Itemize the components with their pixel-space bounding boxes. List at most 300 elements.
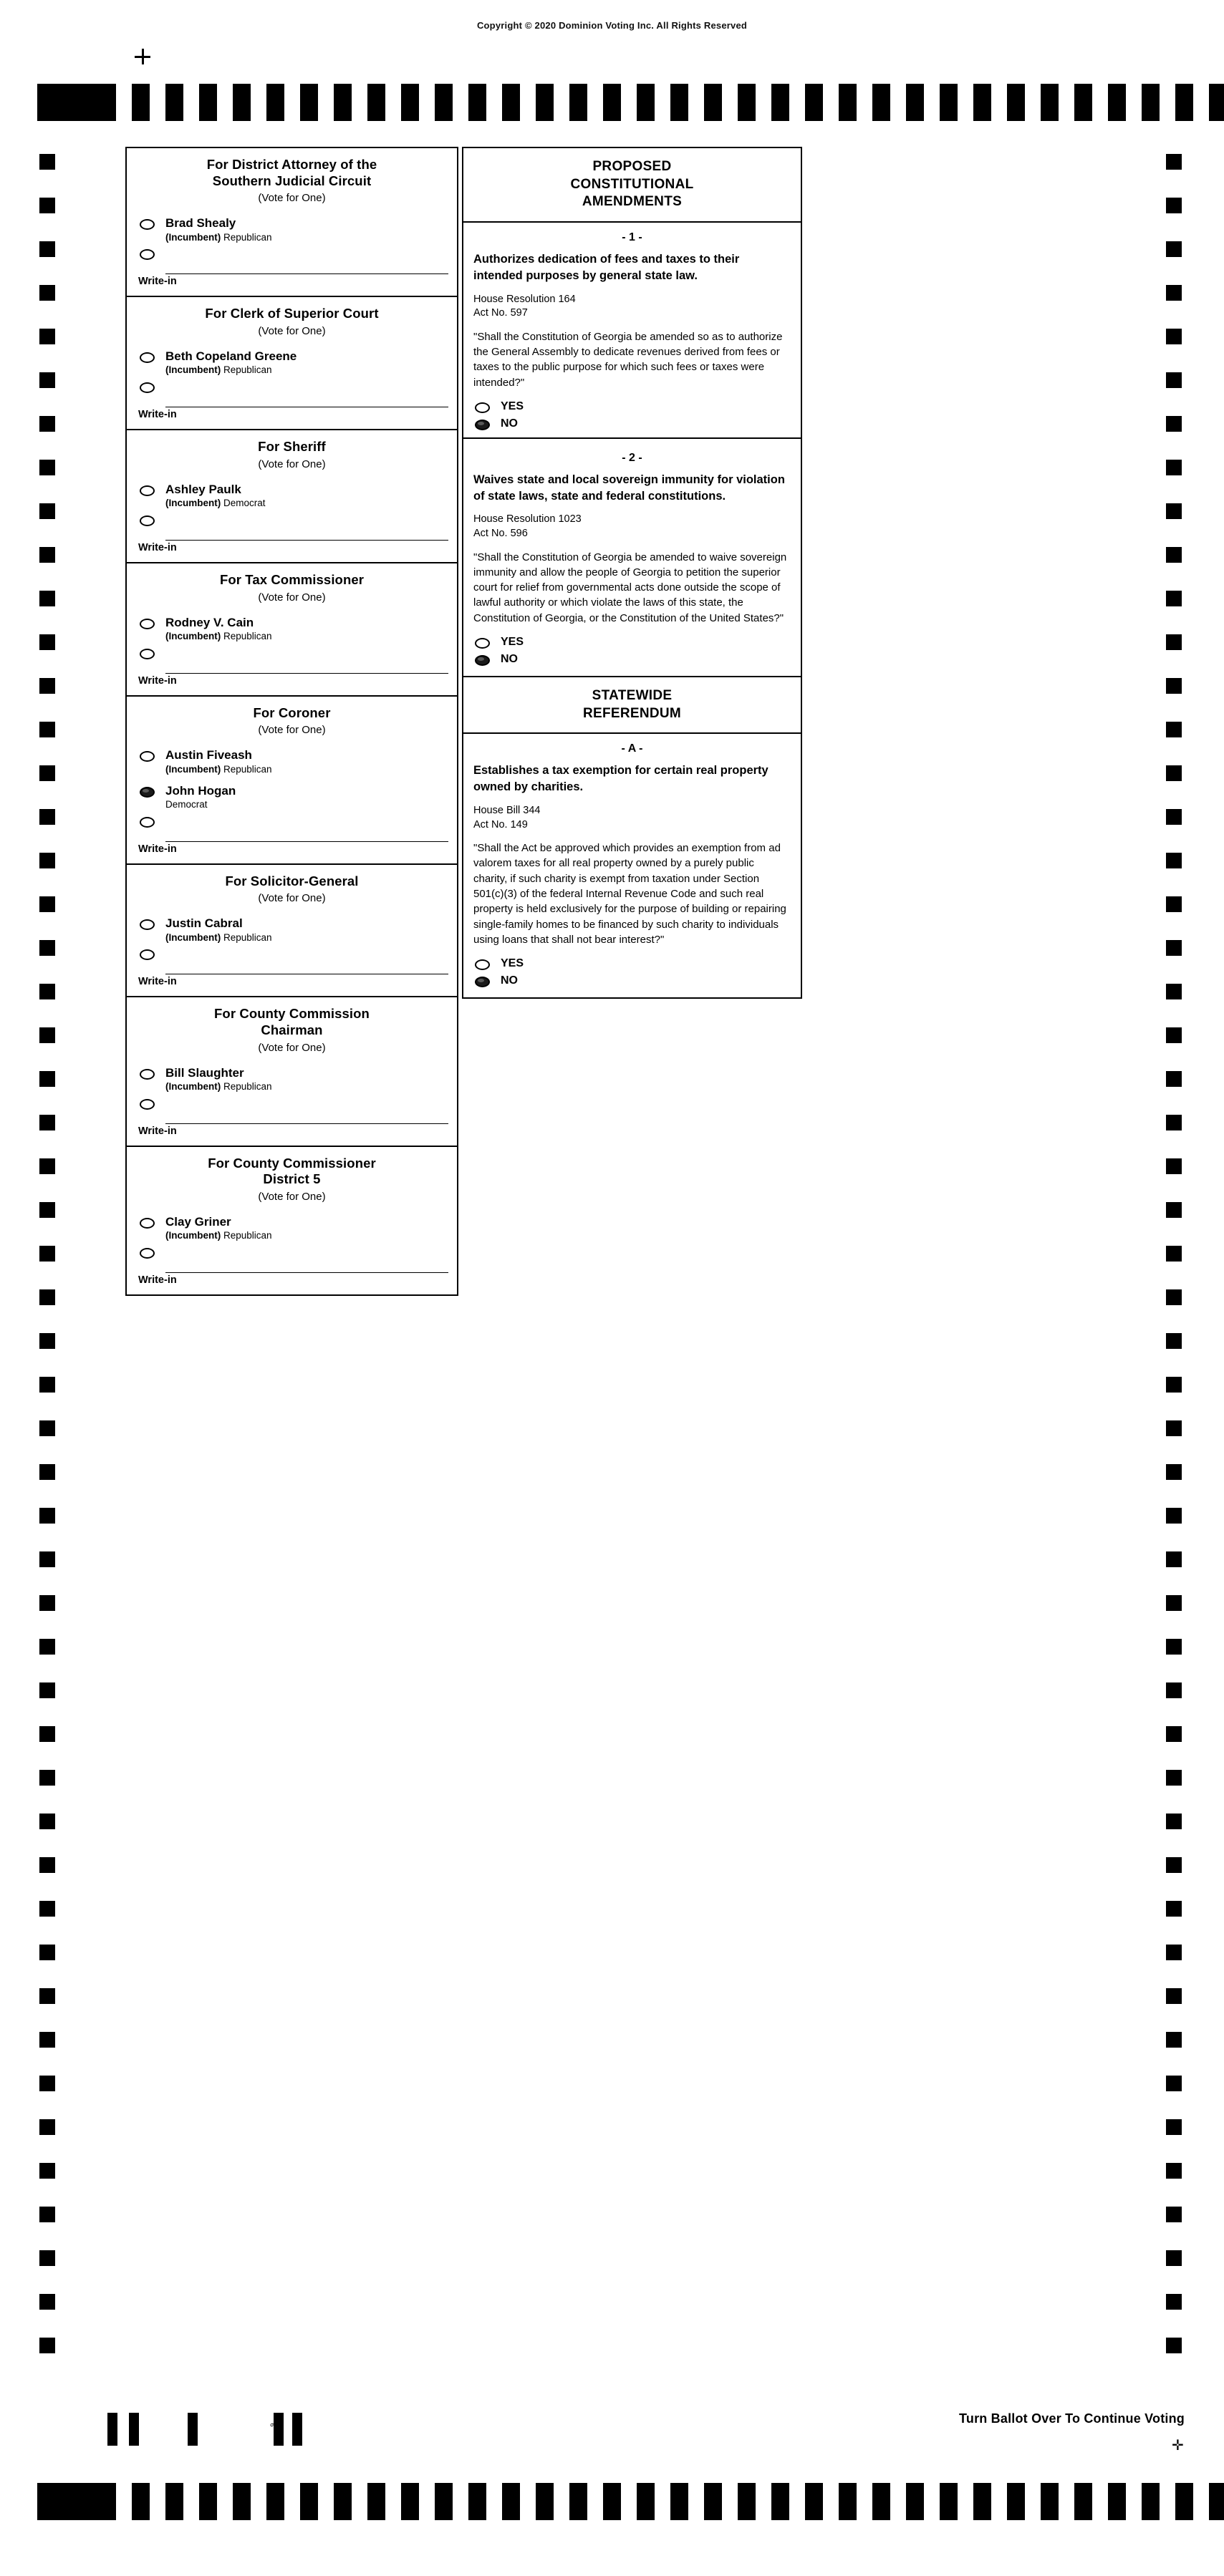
write-in-label: Write-in [138,1274,177,1287]
write-in-label: Write-in [138,674,177,687]
candidate-party: (Incumbent) Republican [165,931,272,943]
write-in-option[interactable] [127,1245,457,1273]
timing-mark [973,2483,991,2520]
candidate-party: (Incumbent) Republican [165,364,272,376]
timing-mark [39,853,55,868]
write-in-label-row [127,674,457,695]
timing-mark [39,1814,55,1829]
timing-mark [637,84,655,121]
measure-reference: House Resolution 1023 Act No. 596 [473,513,582,539]
timing-mark [502,84,520,121]
timing-mark [1007,2483,1025,2520]
timing-mark [738,2483,756,2520]
contest-title: For County Commission Chairman [214,1006,370,1038]
timing-mark [233,2483,251,2520]
candidate-party: (Incumbent) Republican [165,231,272,243]
vote-oval[interactable] [140,1099,155,1110]
timing-mark [1166,591,1182,606]
timing-mark [704,84,722,121]
candidate-name: Austin Fiveash [165,748,252,762]
contest [127,563,457,697]
measure-option[interactable] [463,972,801,989]
contest-title: For District Attorney of the Southern Judicial Circuit [206,157,377,188]
timing-mark [805,84,823,121]
vote-oval[interactable] [140,485,155,496]
vote-oval[interactable] [475,420,490,430]
vote-oval[interactable] [140,219,155,230]
timing-mark [670,2483,688,2520]
measure-option[interactable] [463,397,801,415]
timing-mark [39,1027,55,1043]
timing-mark [502,2483,520,2520]
timing-mark [906,2483,924,2520]
write-in-label-row [127,842,457,863]
candidate-option[interactable] [127,779,457,814]
section-header: STATEWIDE REFERENDUM [463,677,801,734]
contest-instruction: (Vote for One) [258,892,326,905]
timing-mark [1166,1071,1182,1087]
candidate-option[interactable] [127,1210,457,1245]
candidate-option[interactable] [127,211,457,246]
timing-mark [1166,1901,1182,1917]
timing-mark [1166,460,1182,475]
measure-reference: House Bill 344 Act No. 149 [473,804,541,831]
write-in-label-row [127,274,457,296]
timing-mark [1007,84,1025,121]
vote-oval[interactable] [140,352,155,363]
timing-mark [39,1289,55,1305]
timing-mark [1041,84,1059,121]
vote-oval[interactable] [140,919,155,930]
write-in-option[interactable] [127,646,457,674]
timing-mark [1209,2483,1224,2520]
timing-mark [1166,1814,1182,1829]
timing-mark [39,940,55,956]
timing-mark [1108,2483,1126,2520]
measure-separator [463,437,801,439]
timing-mark-column-right [1166,154,1182,2402]
timing-mark [872,2483,890,2520]
write-in-option[interactable] [127,513,457,541]
contest-title: For Coroner [253,704,331,720]
timing-mark [39,984,55,999]
timing-mark [300,84,318,121]
candidate-name: Justin Cabral [165,916,243,931]
timing-mark [1166,1202,1182,1218]
vote-oval[interactable] [140,382,155,393]
contest [127,697,457,865]
contest-instruction: (Vote for One) [258,324,326,337]
timing-mark [39,416,55,432]
timing-mark [1166,1726,1182,1742]
timing-mark [39,1551,55,1567]
write-in-label-row [127,1273,457,1294]
timing-mark [39,1682,55,1698]
timing-mark [435,84,453,121]
timing-mark [1108,84,1126,121]
vote-oval[interactable] [140,515,155,526]
timing-mark [39,2207,55,2222]
timing-mark [39,2032,55,2048]
timing-mark [536,84,554,121]
timing-mark [1142,2483,1160,2520]
write-in-option[interactable] [127,814,457,842]
timing-mark [839,2483,857,2520]
candidate-option[interactable] [127,743,457,778]
timing-mark [39,1202,55,1218]
measure-summary: Waives state and local sovereign immunity for violation of state laws, state and federal constitutions. [473,473,785,503]
timing-mark [39,372,55,388]
timing-mark [39,1115,55,1130]
timing-mark-large [37,84,116,121]
measure-option-label: YES [501,636,524,649]
timing-mark [39,809,55,825]
write-in-line[interactable] [165,1251,448,1273]
measure-summary: Authorizes dedication of fees and taxes to their intended purposes by general state law. [473,253,740,282]
vote-oval[interactable] [475,959,490,970]
timing-mark [1166,1158,1182,1174]
timing-mark [300,2483,318,2520]
contest-title: For Clerk of Superior Court [205,306,379,321]
vote-oval[interactable] [475,638,490,649]
write-in-line[interactable] [165,1102,448,1124]
timing-mark [435,2483,453,2520]
timing-mark [771,84,789,121]
candidate-name: Brad Shealy [165,216,236,231]
timing-mark [1142,84,1160,121]
timing-mark [973,84,991,121]
contest [127,997,457,1146]
write-in-label-row [127,407,457,429]
vote-oval[interactable] [475,977,490,987]
write-in-label: Write-in [138,542,177,554]
timing-mark [1166,2119,1182,2135]
contest-instruction: (Vote for One) [258,1190,326,1203]
timing-mark [39,1464,55,1480]
timing-mark [39,460,55,475]
timing-mark-column-left [39,154,55,2402]
timing-mark [39,1508,55,1524]
write-in-line[interactable] [165,385,448,407]
write-in-line[interactable] [165,518,448,541]
timing-mark [39,1988,55,2004]
timing-mark [1166,285,1182,301]
timing-mark [1166,1377,1182,1393]
timing-mark [1166,896,1182,912]
measure-option-label: YES [501,957,524,970]
vote-oval[interactable] [140,1248,155,1259]
measure-summary: Establishes a tax exemption for certain real property owned by charities. [473,764,768,794]
timing-mark [1166,2076,1182,2091]
timing-marks-lower-left [107,2413,408,2446]
vote-oval[interactable] [140,817,155,828]
timing-mark [940,2483,958,2520]
write-in-option[interactable] [127,379,457,407]
timing-mark [1166,2163,1182,2179]
contest [127,1147,457,1294]
timing-mark [1175,84,1193,121]
timing-mark [1166,154,1182,170]
vote-oval[interactable] [140,649,155,659]
timing-mark [1166,1551,1182,1567]
write-in-label-row [127,541,457,562]
contest [127,865,457,998]
timing-mark [199,2483,217,2520]
timing-mark [199,84,217,121]
timing-mark [1166,329,1182,344]
timing-mark [1074,2483,1092,2520]
measure-number: - 2 - [622,451,642,464]
timing-mark [39,1071,55,1087]
contest [127,148,457,297]
candidate-name: Beth Copeland Greene [165,349,297,363]
timing-mark [39,2338,55,2353]
contest-title: For Tax Commissioner [219,572,365,588]
candidate-name: Ashley Paulk [165,482,241,496]
candidate-party: Democrat [165,799,208,810]
timing-mark [39,198,55,213]
timing-mark [266,2483,284,2520]
timing-mark [39,634,55,650]
timing-mark [39,2250,55,2266]
contest-title: For Solicitor-General [225,873,359,888]
timing-mark [670,84,688,121]
timing-mark [334,84,352,121]
timing-mark [39,1945,55,1960]
measure-option-label: NO [501,417,518,430]
timing-mark [1166,809,1182,825]
timing-mark [1209,84,1224,121]
timing-mark [1166,1027,1182,1043]
ballot-measure [463,443,801,676]
candidate-name: Rodney V. Cain [165,615,254,629]
measure-option-label: YES [501,400,524,412]
timing-mark [39,722,55,737]
timing-mark [401,84,419,121]
write-in-option[interactable] [127,246,457,274]
timing-mark [771,2483,789,2520]
vote-oval[interactable] [140,619,155,629]
timing-mark [872,84,890,121]
timing-mark [334,2483,352,2520]
contest-instruction: (Vote for One) [258,724,326,737]
timing-mark [906,84,924,121]
candidate-option[interactable] [127,911,457,946]
timing-mark [1166,1857,1182,1873]
measure-reference: House Resolution 164 Act No. 597 [473,293,576,319]
ballot-column-right [462,147,802,999]
contest-instruction: (Vote for One) [258,591,326,604]
timing-mark [39,503,55,519]
timing-mark [39,1377,55,1393]
timing-mark [839,84,857,121]
timing-mark [1166,984,1182,999]
turn-ballot-instruction: Turn Ballot Over To Continue Voting [959,2411,1185,2426]
timing-mark [1166,1464,1182,1480]
timing-mark [1166,1508,1182,1524]
timing-mark [704,2483,722,2520]
vote-oval[interactable] [475,402,490,413]
registration-cross-icon [135,49,150,64]
write-in-label: Write-in [138,843,177,855]
contest [127,430,457,563]
timing-mark [1166,2032,1182,2048]
contest-instruction: (Vote for One) [258,1041,326,1054]
timing-mark [1166,1595,1182,1611]
candidate-party: (Incumbent) Republican [165,1080,272,1092]
timing-mark [39,2294,55,2310]
write-in-option[interactable] [127,1096,457,1124]
measure-option[interactable] [463,650,801,667]
timing-mark [1166,416,1182,432]
timing-mark [39,1857,55,1873]
vote-oval[interactable] [140,1218,155,1229]
timing-mark [1166,853,1182,868]
timing-mark [1166,1246,1182,1262]
candidate-option[interactable] [127,611,457,646]
vote-oval[interactable] [475,655,490,666]
timing-mark [39,547,55,563]
measure-text: "Shall the Constitution of Georgia be amended to waive sovereign immunity and allow the people of Georgia to petition the superior court for relief from governmental acts done outside the scope of lawful authority or which violate the laws of this state, the Constitution of Georgia, or the Constitution of the United States?" [473,551,787,624]
timing-mark [738,84,756,121]
timing-mark [1166,198,1182,213]
timing-mark [39,678,55,694]
candidate-option[interactable] [127,1061,457,1096]
measure-number: - A - [621,742,643,755]
timing-mark [39,1726,55,1742]
measure-option-label: NO [501,974,518,987]
write-in-label: Write-in [138,976,177,988]
timing-mark [39,2119,55,2135]
timing-mark [1166,678,1182,694]
candidate-name: Clay Griner [165,1214,231,1229]
measure-option[interactable] [463,954,801,972]
timing-mark [468,84,486,121]
timing-mark [603,2483,621,2520]
timing-mark [39,1158,55,1174]
timing-mark [39,2163,55,2179]
timing-mark [1166,2338,1182,2353]
timing-mark [1166,765,1182,781]
timing-mark [39,1333,55,1349]
ballot-measure [463,734,801,997]
timing-mark [1166,503,1182,519]
timing-mark [39,591,55,606]
timing-mark [165,84,183,121]
ballot-page-mark: 6 [269,2423,276,2427]
candidate-name: John Hogan [165,783,236,798]
timing-mark [1041,2483,1059,2520]
ballot-measure [463,223,801,443]
candidate-party: (Incumbent) Republican [165,1230,272,1241]
write-in-line[interactable] [165,952,448,974]
candidate-party: (Incumbent) Republican [165,631,272,641]
timing-mark [401,2483,419,2520]
timing-mark [1166,1770,1182,1786]
timing-mark [132,2483,150,2520]
write-in-label-row [127,1124,457,1146]
timing-mark [1166,722,1182,737]
section-header: PROPOSED CONSTITUTIONAL AMENDMENTS [463,148,801,223]
timing-mark [805,2483,823,2520]
timing-mark [1166,634,1182,650]
timing-mark [1166,1333,1182,1349]
candidate-party: (Incumbent) Democrat [165,498,266,509]
candidate-option[interactable] [127,344,457,379]
write-in-label-row [127,974,457,996]
timing-mark [39,329,55,344]
timing-mark [637,2483,655,2520]
timing-mark [367,84,385,121]
timing-mark [1166,1988,1182,2004]
vote-oval[interactable] [140,949,155,960]
timing-mark [603,84,621,121]
timing-mark [1074,84,1092,121]
measure-option[interactable] [463,633,801,650]
timing-mark [940,84,958,121]
timing-mark [1166,1420,1182,1436]
timing-mark [1166,241,1182,257]
timing-mark [1166,2294,1182,2310]
write-in-line[interactable] [165,820,448,842]
timing-mark [1166,1639,1182,1655]
vote-oval[interactable] [140,1069,155,1080]
timing-mark [569,84,587,121]
timing-mark [1166,372,1182,388]
timing-mark [39,1639,55,1655]
timing-mark [39,2076,55,2091]
write-in-line[interactable] [165,652,448,674]
timing-mark [367,2483,385,2520]
contest [127,297,457,430]
timing-mark [569,2483,587,2520]
timing-mark [39,1420,55,1436]
measure-text: "Shall the Constitution of Georgia be amended so as to authorize the General Assembly to dedicate revenues derived from fees or taxes to the public purpose for which such fees or taxes were intended?" [473,330,783,389]
contest-title: For Sheriff [258,439,326,455]
timing-mark [39,1595,55,1611]
measure-number: - 1 - [622,231,642,244]
write-in-label: Write-in [138,276,177,288]
vote-oval[interactable] [140,751,155,762]
timing-mark [1166,1289,1182,1305]
timing-mark [1166,1115,1182,1130]
contest-instruction: (Vote for One) [258,192,326,205]
contest-instruction: (Vote for One) [258,457,326,470]
timing-mark [1166,2207,1182,2222]
timing-mark [39,765,55,781]
timing-mark [39,1770,55,1786]
measure-text: "Shall the Act be approved which provides an exemption from ad valorem taxes for all real property owned by a purely public charity, if such charity is exempt from taxation under Section 501(c)(3) of the federal Internal Revenue Code and such real property is held exclusively for the purpose of building or repairing single-family homes to be financed by such charity to individuals using loans that shall not bear interest?" [473,842,786,946]
candidate-option[interactable] [127,478,457,513]
timing-mark-large [37,2483,116,2520]
timing-mark [39,1246,55,1262]
write-in-option[interactable] [127,946,457,974]
timing-mark [39,896,55,912]
timing-mark [1166,547,1182,563]
measure-option[interactable] [463,415,801,432]
timing-mark [1166,940,1182,956]
candidate-party: (Incumbent) Republican [165,763,272,775]
timing-mark [39,285,55,301]
vote-oval[interactable] [140,249,155,260]
timing-mark [468,2483,486,2520]
ballot-column-left [125,147,458,1296]
candidate-name: Bill Slaughter [165,1065,244,1080]
vote-oval[interactable] [140,787,155,798]
timing-mark [39,154,55,170]
write-in-line[interactable] [165,252,448,274]
timing-mark [39,241,55,257]
